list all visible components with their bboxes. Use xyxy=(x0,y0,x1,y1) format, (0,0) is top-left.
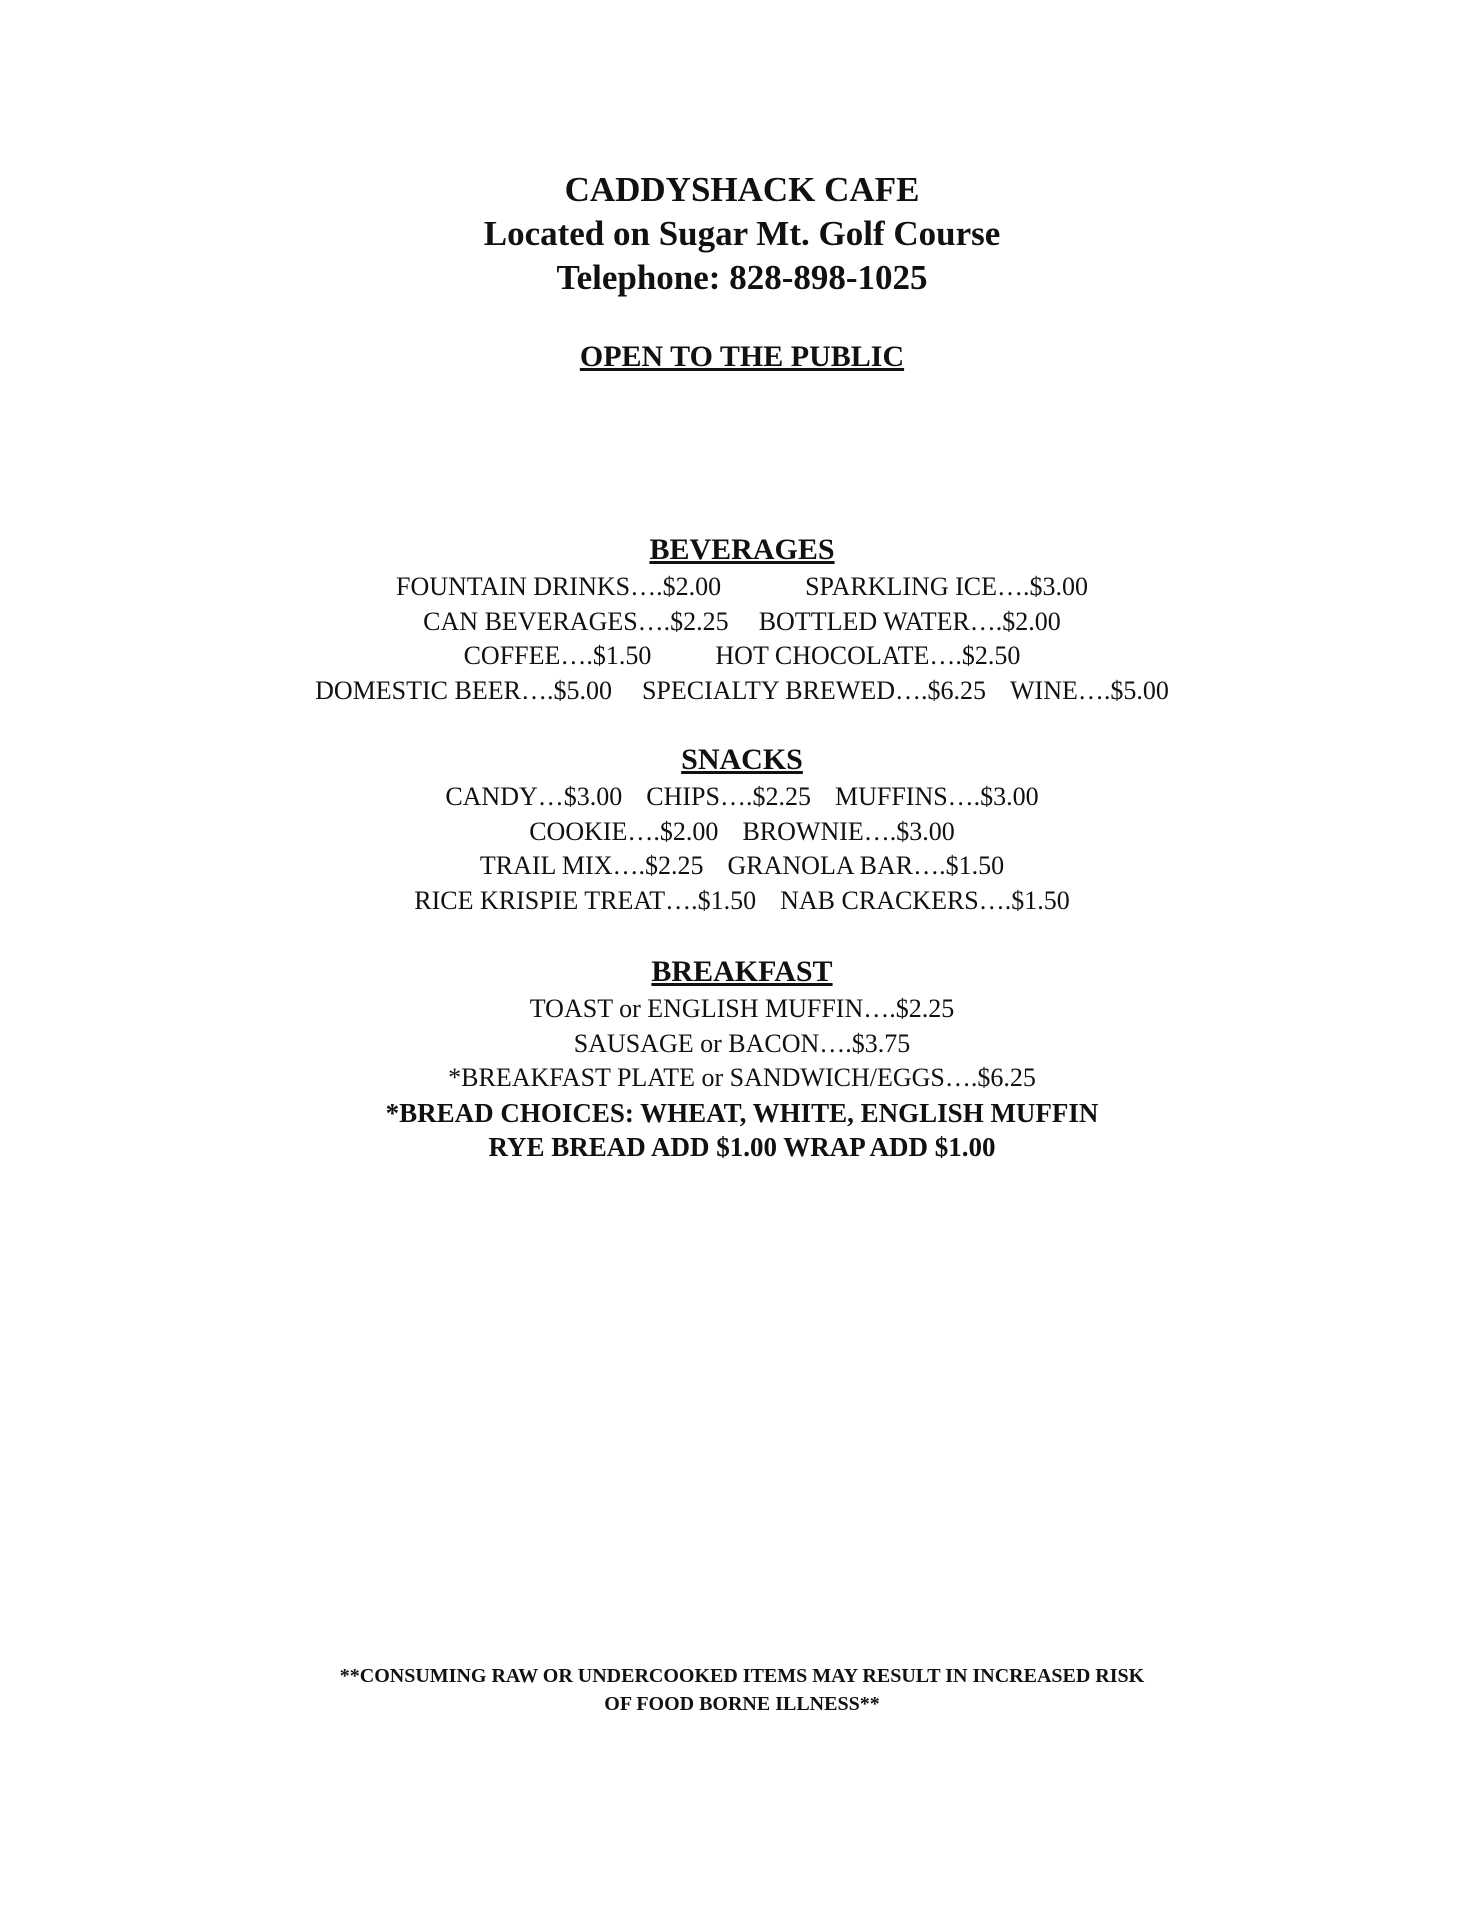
menu-item: COFFEE….$1.50 xyxy=(463,641,652,670)
menu-item: CHIPS….$2.25 xyxy=(646,782,811,811)
food-safety-warning xyxy=(0,1662,1484,1718)
breakfast-title: BREAKFAST xyxy=(651,955,833,988)
menu-item: SPECIALTY BREWED….$6.25 xyxy=(641,675,986,705)
bread-addons: RYE BREAD ADD $1.00 WRAP ADD $1.00 xyxy=(488,1132,996,1162)
beverages-title: BEVERAGES xyxy=(649,533,835,566)
cafe-location: Located on Sugar Mt. Golf Course xyxy=(483,214,1001,253)
menu-item: DOMESTIC BEER….$5.00 xyxy=(315,675,612,705)
beverages-row-4 xyxy=(0,674,1484,709)
menu-item: COOKIE….$2.00 xyxy=(529,816,719,846)
snacks-row-3 xyxy=(0,849,1484,884)
menu-item: FOUNTAIN DRINKS….$2.00 xyxy=(396,572,722,601)
beverages-row-2 xyxy=(0,605,1484,640)
snacks-section xyxy=(0,742,1484,918)
beverages-section xyxy=(0,532,1484,708)
menu-item: BOTTLED WATER….$2.00 xyxy=(758,606,1061,636)
breakfast-item: *BREAKFAST PLATE or SANDWICH/EGGS….$6.25 xyxy=(448,1063,1036,1092)
menu-item: WINE….$5.00 xyxy=(1010,675,1169,705)
menu-item: TRAIL MIX….$2.25 xyxy=(479,851,704,880)
cafe-telephone: Telephone: 828-898-1025 xyxy=(556,258,928,297)
menu-item: GRANOLA BAR….$1.50 xyxy=(727,851,1005,880)
menu-item: NAB CRACKERS….$1.50 xyxy=(780,885,1070,915)
breakfast-item: SAUSAGE or BACON….$3.75 xyxy=(573,1028,911,1058)
menu-header xyxy=(0,168,1484,300)
snacks-title: SNACKS xyxy=(681,743,803,776)
snacks-row-1 xyxy=(0,780,1484,815)
beverages-row-3 xyxy=(0,639,1484,674)
menu-item: CANDY…$3.00 xyxy=(445,782,623,811)
menu-item: BROWNIE….$3.00 xyxy=(742,816,955,846)
menu-item: RICE KRISPIE TREAT….$1.50 xyxy=(414,885,757,915)
snacks-row-2 xyxy=(0,815,1484,850)
open-to-public-notice: OPEN TO THE PUBLIC xyxy=(579,340,905,373)
menu-item: HOT CHOCOLATE….$2.50 xyxy=(715,641,1021,670)
snacks-row-4 xyxy=(0,884,1484,919)
bread-choices: *BREAD CHOICES: WHEAT, WHITE, ENGLISH MUFFIN xyxy=(385,1097,1099,1128)
menu-item: MUFFINS….$3.00 xyxy=(834,782,1039,811)
menu-item: CAN BEVERAGES….$2.25 xyxy=(423,606,729,636)
warning-line-1: **CONSUMING RAW OR UNDERCOOKED ITEMS MAY RESULT IN INCREASED RISK xyxy=(339,1665,1145,1687)
breakfast-section xyxy=(0,954,1484,1165)
menu-item: SPARKLING ICE….$3.00 xyxy=(805,572,1088,601)
breakfast-item: TOAST or ENGLISH MUFFIN….$2.25 xyxy=(529,994,955,1023)
cafe-name: CADDYSHACK CAFE xyxy=(564,170,920,209)
warning-line-2: OF FOOD BORNE ILLNESS** xyxy=(604,1693,880,1715)
beverages-row-1 xyxy=(0,570,1484,605)
